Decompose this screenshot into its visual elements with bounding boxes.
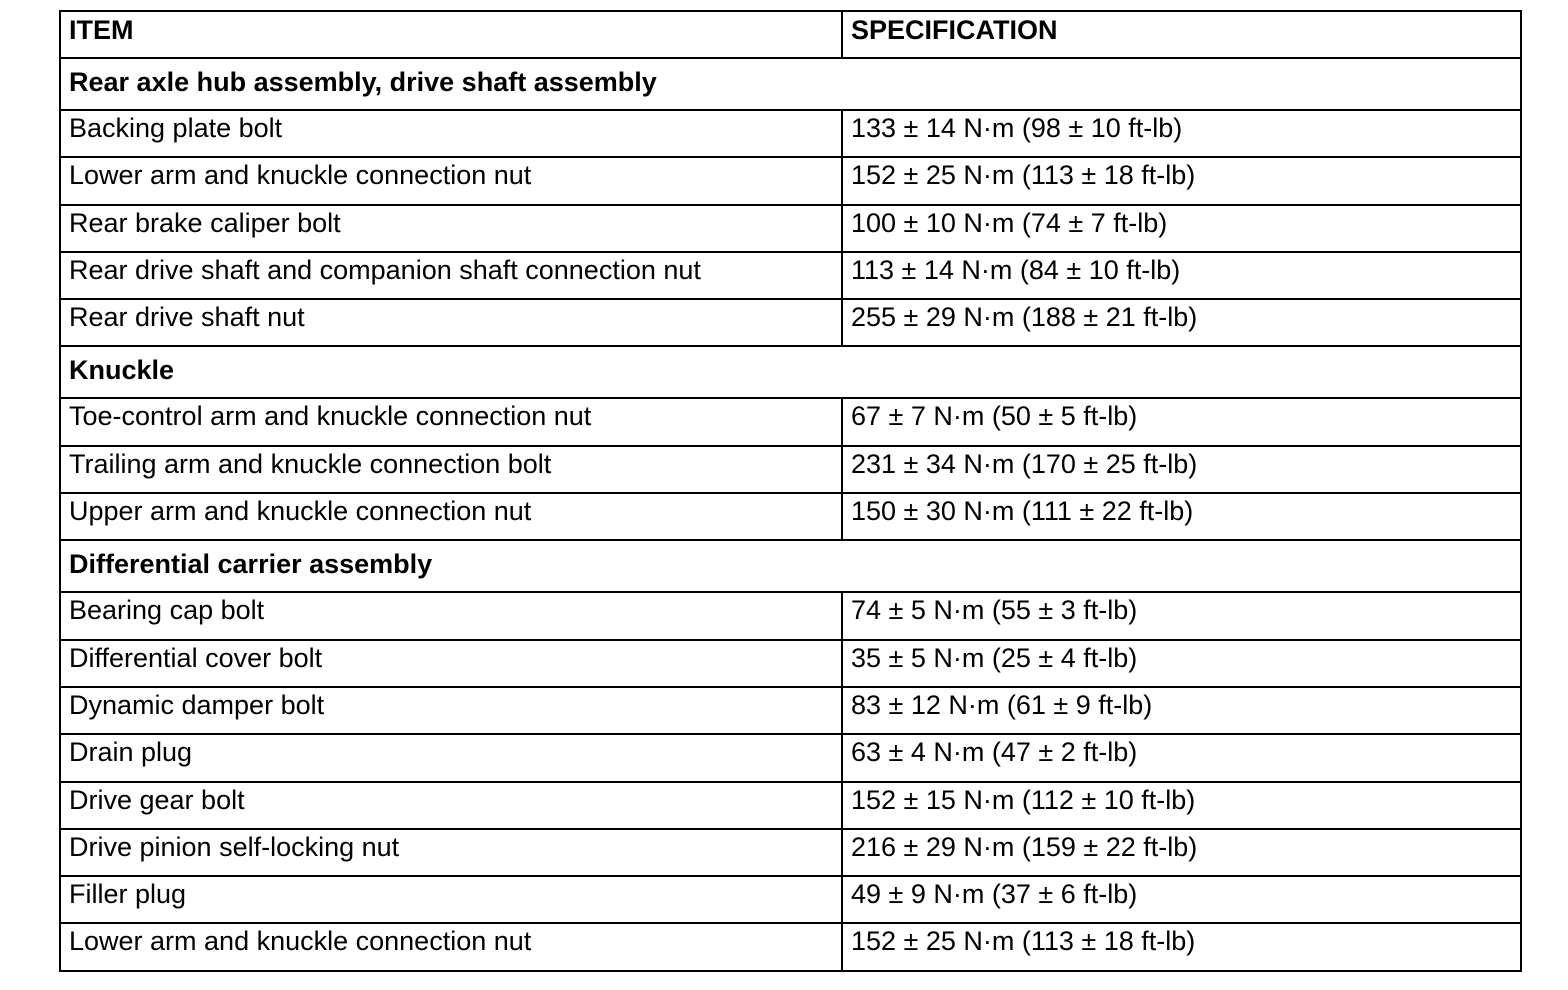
spec-cell: 152 ± 15 N·m (112 ± 10 ft-lb) [842, 782, 1521, 829]
spec-cell: 63 ± 4 N·m (47 ± 2 ft-lb) [842, 734, 1521, 781]
table-row [60, 157, 1521, 204]
item-cell: Filler plug [60, 876, 842, 923]
table-row [60, 299, 1521, 346]
section-header-row [60, 58, 1521, 110]
spec-cell: 216 ± 29 N·m (159 ± 22 ft-lb) [842, 829, 1521, 876]
section-title: Knuckle [60, 346, 1521, 398]
item-cell: Trailing arm and knuckle connection bolt [60, 446, 842, 493]
table-row [60, 640, 1521, 687]
item-cell: Bearing cap bolt [60, 592, 842, 639]
section-header-row [60, 346, 1521, 398]
spec-cell: 100 ± 10 N·m (74 ± 7 ft-lb) [842, 205, 1521, 252]
header-row [60, 11, 1521, 58]
header-specification: SPECIFICATION [842, 11, 1521, 58]
header-item: ITEM [60, 11, 842, 58]
table-row [60, 687, 1521, 734]
item-cell: Rear brake caliper bolt [60, 205, 842, 252]
table-row [60, 252, 1521, 299]
spec-cell: 83 ± 12 N·m (61 ± 9 ft-lb) [842, 687, 1521, 734]
table-row [60, 110, 1521, 157]
spec-cell: 150 ± 30 N·m (111 ± 22 ft-lb) [842, 493, 1521, 540]
section-title: Rear axle hub assembly, drive shaft assembly [60, 58, 1521, 110]
item-cell: Lower arm and knuckle connection nut [60, 157, 842, 204]
table-row [60, 782, 1521, 829]
item-cell: Dynamic damper bolt [60, 687, 842, 734]
spec-cell: 113 ± 14 N·m (84 ± 10 ft-lb) [842, 252, 1521, 299]
item-cell: Rear drive shaft and companion shaft connection nut [60, 252, 842, 299]
table-row [60, 923, 1521, 970]
table-row [60, 829, 1521, 876]
torque-spec-table [59, 10, 1522, 972]
spec-cell: 255 ± 29 N·m (188 ± 21 ft-lb) [842, 299, 1521, 346]
item-cell: Toe-control arm and knuckle connection nut [60, 398, 842, 445]
spec-cell: 231 ± 34 N·m (170 ± 25 ft-lb) [842, 446, 1521, 493]
spec-cell: 74 ± 5 N·m (55 ± 3 ft-lb) [842, 592, 1521, 639]
table-row [60, 734, 1521, 781]
table-row [60, 205, 1521, 252]
table-row [60, 398, 1521, 445]
table-row [60, 446, 1521, 493]
spec-cell: 49 ± 9 N·m (37 ± 6 ft-lb) [842, 876, 1521, 923]
item-cell: Drive gear bolt [60, 782, 842, 829]
table-row [60, 493, 1521, 540]
table-body [60, 58, 1521, 971]
item-cell: Differential cover bolt [60, 640, 842, 687]
spec-cell: 133 ± 14 N·m (98 ± 10 ft-lb) [842, 110, 1521, 157]
item-cell: Lower arm and knuckle connection nut [60, 923, 842, 970]
table-row [60, 876, 1521, 923]
spec-cell: 67 ± 7 N·m (50 ± 5 ft-lb) [842, 398, 1521, 445]
item-cell: Rear drive shaft nut [60, 299, 842, 346]
item-cell: Backing plate bolt [60, 110, 842, 157]
item-cell: Drive pinion self-locking nut [60, 829, 842, 876]
table-row [60, 592, 1521, 639]
spec-cell: 35 ± 5 N·m (25 ± 4 ft-lb) [842, 640, 1521, 687]
spec-cell: 152 ± 25 N·m (113 ± 18 ft-lb) [842, 923, 1521, 970]
table-header [60, 11, 1521, 58]
section-title: Differential carrier assembly [60, 540, 1521, 592]
section-header-row [60, 540, 1521, 592]
item-cell: Drain plug [60, 734, 842, 781]
spec-cell: 152 ± 25 N·m (113 ± 18 ft-lb) [842, 157, 1521, 204]
item-cell: Upper arm and knuckle connection nut [60, 493, 842, 540]
